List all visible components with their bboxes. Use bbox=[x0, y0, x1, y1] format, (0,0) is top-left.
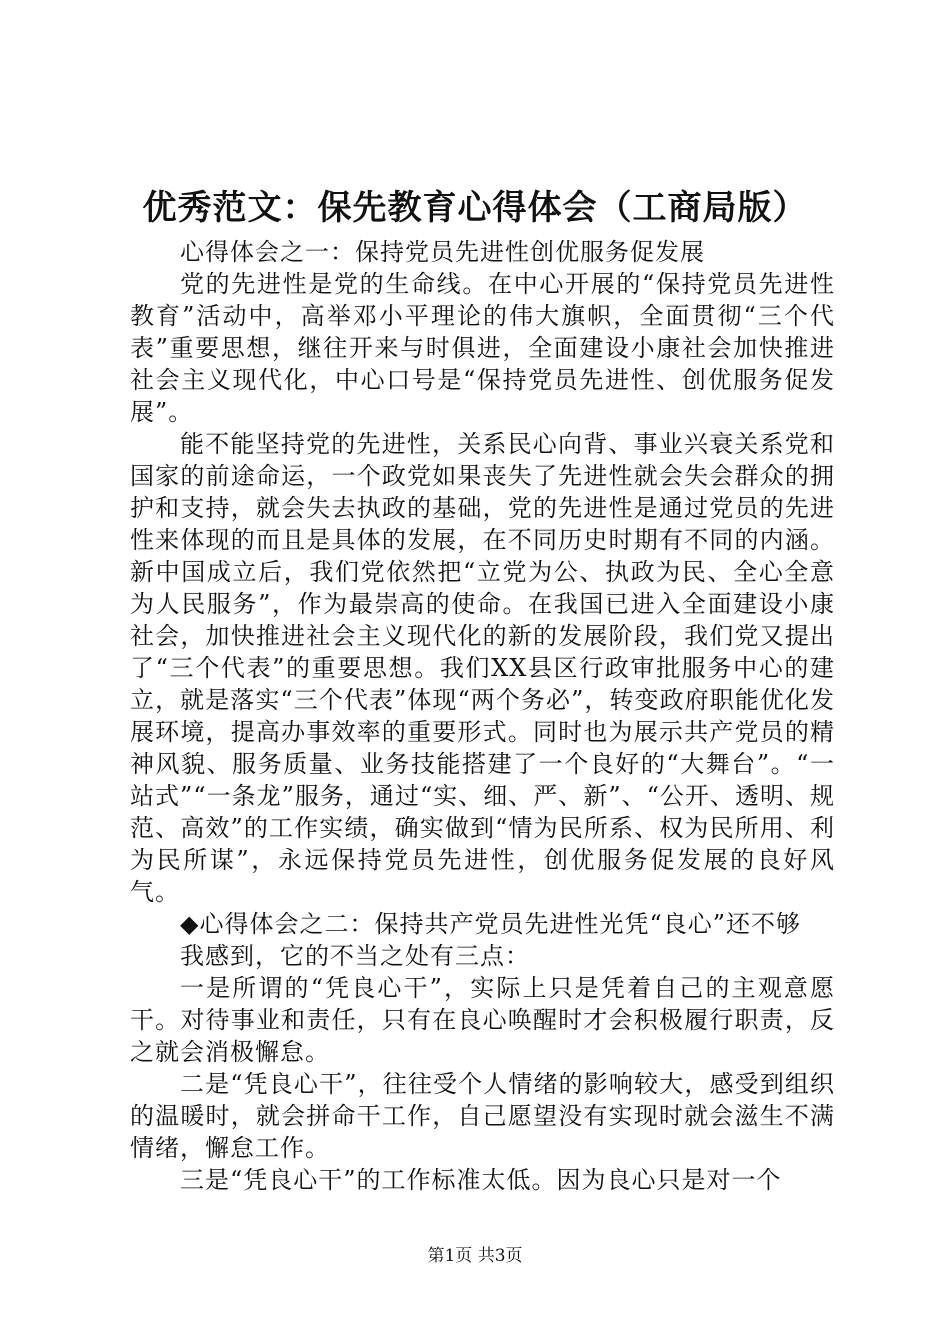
subheading-two: ◆心得体会之二：保持共产党员先进性光凭“良心”还不够 bbox=[180, 910, 801, 938]
paragraph: 三是“凭良心干”的工作标准太低。因为良心只是对一个 bbox=[180, 1166, 782, 1194]
document-title: 优秀范文：保先教育心得体会（工商局版） bbox=[142, 188, 808, 228]
paragraph: 能不能坚持党的先进性，关系民心向背、事业兴衰关系党和国家的前途命运，一个政党如果丧失了先进性就会失会群众的拥护和支持，就会失去执政的基础，党的先进性是通过党员的先进性来体现的而且是具体的发展，在不同历史时期有不同的内涵。新中国成立后，我们党依然把“立党为公、执政为民、全心全意为人民服务”，作为最崇高的使命。在我国已进入全面建设小康社会，加快推进社会主义现代化的新的发展阶段，我们党又提出了“三个代表”的重要思想。我们XX县区行政审批服务中心的建立，就是落实“三个代表”体现“两个务必”，转变政府职能优化发展环境，提高办事效率的重要形式。同时也为展示共产党员的精神风貌、服务质量、业务技能搭建了一个良好的“大舞台”。“一站式”“一条龙”服务，通过“实、细、严、新”、“公开、透明、规范、高效”的工作实绩，确实做到“情为民所系、权为民所用、利为民所谋”，永远保持党员先进性，创优服务促发展的良好风气。 bbox=[130, 430, 835, 906]
paragraph: 我感到，它的不当之处有三点： bbox=[180, 942, 530, 970]
paragraph: 党的先进性是党的生命线。在中心开展的“保持党员先进性教育”活动中，高举邓小平理论的伟大旗帜，全面贯彻“三个代表”重要思想，继往开来与时俱进，全面建设小康社会加快推进社会主义现代化，中心口号是“保持党员先进性、创优服务促发展”。 bbox=[130, 270, 835, 426]
paragraph: 二是“凭良心干”，往往受个人情绪的影响较大，感受到组织的温暖时，就会拼命干工作，自己愿望没有实现时就会滋生不满情绪，懈怠工作。 bbox=[130, 1070, 835, 1162]
subheading-one: 心得体会之一：保持党员先进性创优服务促发展 bbox=[180, 238, 705, 266]
paragraph: 一是所谓的“凭良心干”，实际上只是凭着自己的主观意愿干。对待事业和责任，只有在良心唤醒时才会积极履行职责，反之就会消极懈怠。 bbox=[130, 974, 835, 1066]
page-footer: 第1页 共3页 bbox=[427, 1246, 523, 1266]
document-body bbox=[130, 236, 835, 1196]
